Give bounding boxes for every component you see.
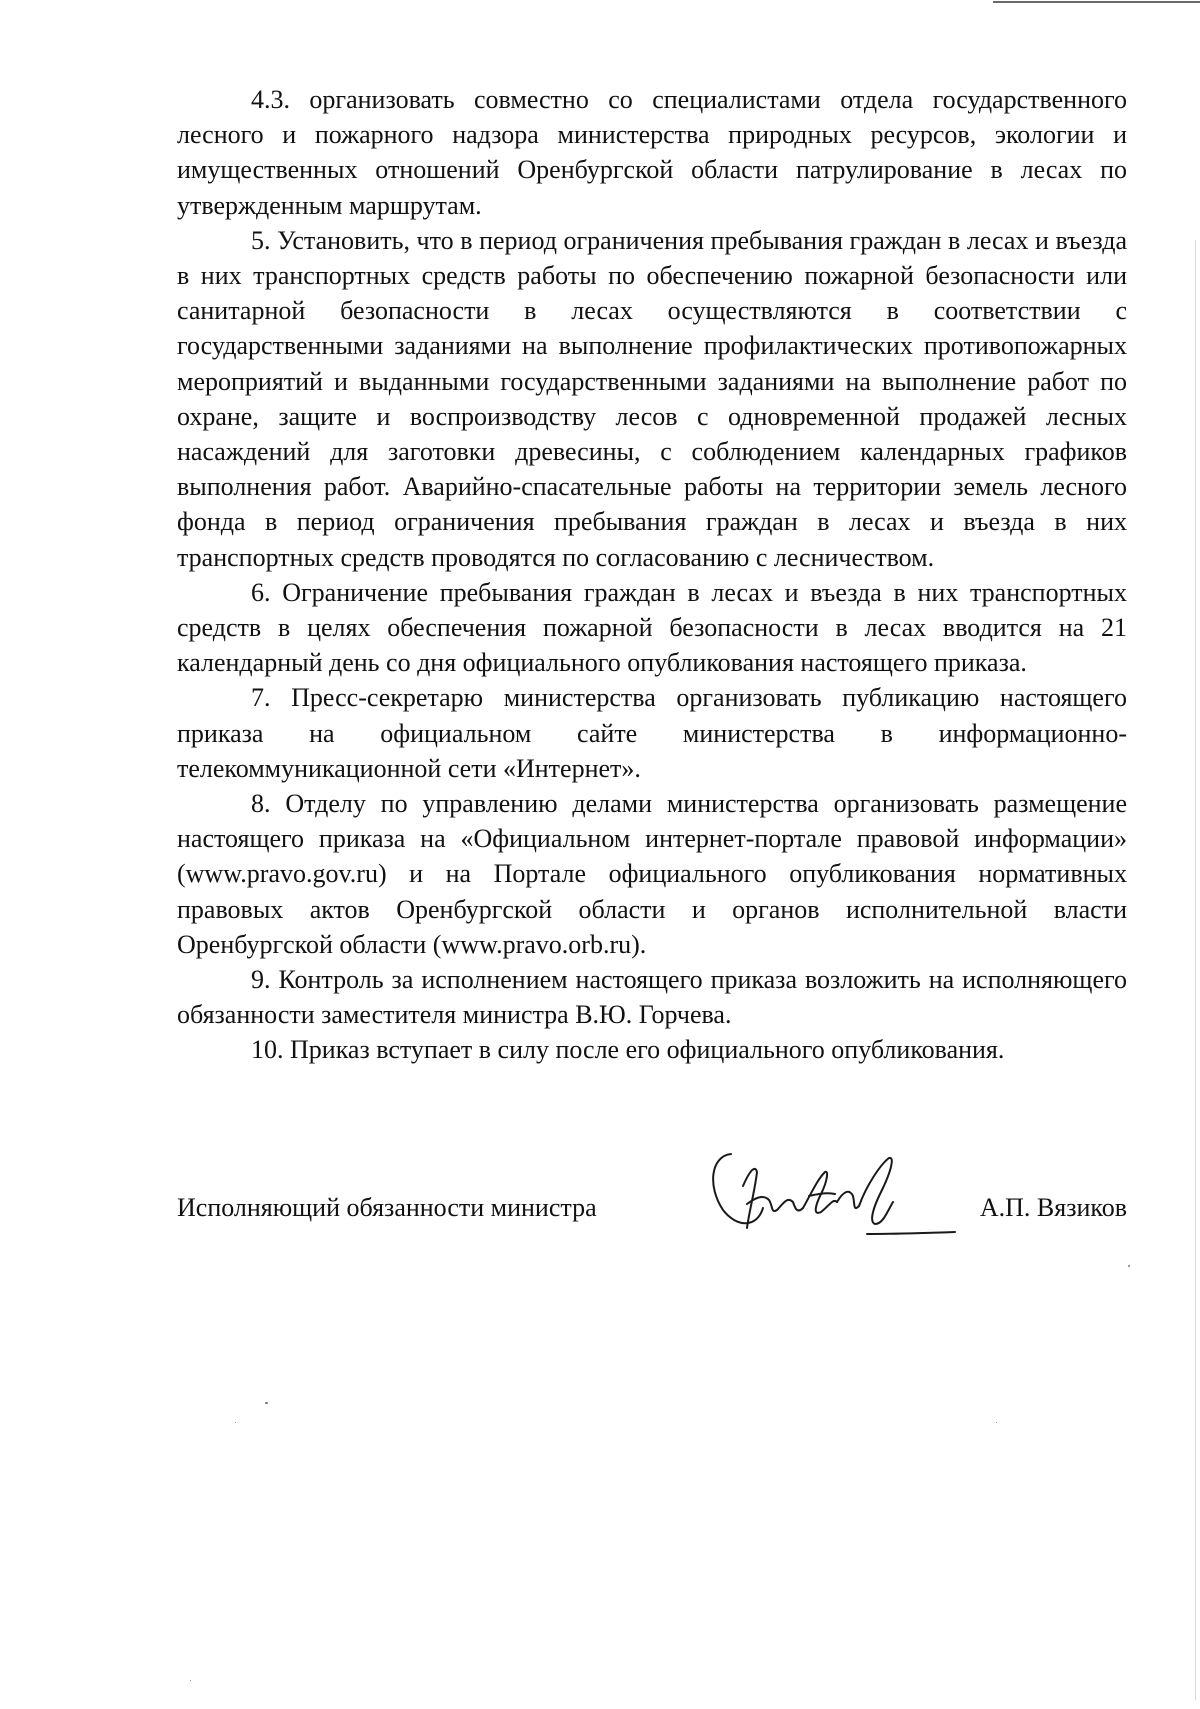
scan-speck [190,1680,191,1681]
paragraph-5: 5. Установить, что в период ограничения пребывания граждан в лесах и въезда в них транспортных средств работы по обеспечению пожарной безопасности или санитарной безопасности в лесах осуществляются в соответствии с государственными заданиями на выполнение профилактических противопожарных мероприятий и выданными государственными заданиями на выполнение работ по охране, защите и воспроизводству лесов с одновременной продажей лесных насаждений для заготовки древесины, с соблюдением календарных графиков выполнения работ. Аварийно-спасательные работы на территории земель лесного фонда в период ограничения пребывания граждан в лесах и въезда в них транспортных средств проводятся по согласованию с лесничеством. [177,225,1127,572]
scan-speck [996,1422,997,1423]
paragraph-6: 6. Ограничение пребывания граждан в лесах и въезда в них транспортных средств в целях обеспечения пожарной безопасности в лесах вводится на 21 календарный день со дня официального опубликования настоящего приказа. [177,577,1127,678]
paragraph-7: 7. Пресс-секретарю министерства организовать публикацию настоящего приказа на официальном сайте министерства в информационно-телекоммуникационной сети «Интернет». [177,683,1127,783]
scan-edge-top [993,1,1200,3]
scan-edge-right [1195,240,1196,1700]
signatory-title: Исполняющий обязанности министра [177,1193,597,1222]
handwritten-signature [697,1142,957,1252]
signature-block [177,1190,1127,1260]
scan-speck [265,1402,268,1404]
paragraph-10: 10. Приказ вступает в силу после его официального опубликования. [251,1035,1005,1065]
paragraph-8: 8. Отделу по управлению делами министерства организовать размещение настоящего приказа на «Официальном интернет-портале правовой информации» (www.pravo.gov.ru) и на Портале официального опубликования нормативных правовых актов Оренбургской области и органов исполнительной власти Оренбургской области (www.pravo.orb.ru). [177,789,1127,959]
scan-speck [1128,1265,1130,1267]
document-body [177,82,1127,1068]
signatory-name: А.П. Вязиков [979,1193,1127,1222]
scan-speck [235,1422,236,1423]
paragraph-4-3: 4.3. организовать совместно со специалистами отдела государственного лесного и пожарного надзора министерства природных ресурсов, экологии и имущественных отношений Оренбургской области патрулирование в лесах по утвержденным маршрутам. [177,85,1127,220]
paragraph-9: 9. Контроль за исполнением настоящего приказа возложить на исполняющего обязанности заместителя министра В.Ю. Горчева. [177,965,1127,1030]
